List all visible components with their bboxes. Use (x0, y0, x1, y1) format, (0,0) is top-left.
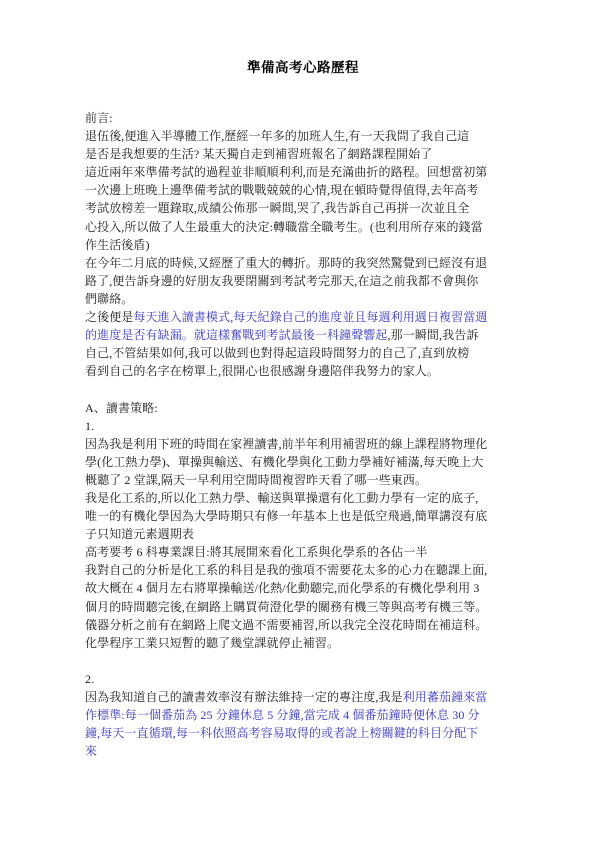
text-line (85, 525, 521, 543)
text-run: 自己,不管結果如何,我可以做到也對得起這段時間努力的自己了,直到放榜 (85, 346, 470, 361)
document-title: 準備高考心路歷程 (247, 60, 359, 75)
text-run: 作生活後盾) (85, 237, 150, 252)
text-line (85, 399, 521, 417)
text-line (85, 417, 521, 435)
text-run: 這近兩年來準備考試的過程並非順順利利,而是充滿曲折的路程。回想當初第 (85, 165, 488, 180)
text-run: 2. (85, 671, 95, 686)
text-line (85, 579, 521, 597)
text-line (85, 236, 521, 254)
text-run: 我對自己的分析是化工系的科目是我的強項不需要花太多的心力在聽課上面, (85, 563, 488, 578)
text-line (85, 199, 521, 217)
text-run: 唯一的有機化學因為大學時期只有修一年基本上也是低空飛過,簡單講沒有底 (85, 509, 488, 524)
text-line (85, 308, 521, 326)
text-run: 概聽了 2 堂課,隔天一早利用空閒時間複習昨天看了哪一些東西。 (85, 472, 428, 487)
text-line (85, 742, 521, 760)
text-run: 因為我是利用下班的時間在家裡讀書,前半年利用補習班的線上課程將物理化 (85, 436, 488, 451)
text-line (85, 724, 521, 742)
blank-line (85, 652, 521, 670)
text-line (85, 634, 521, 652)
text-run: 故大概在 4 個月左右將單操輸送/化熱/化動聽完,而化學系的有機化學利用 3 (85, 581, 480, 596)
text-line (85, 543, 521, 561)
text-run: 一次邊上班晚上邊準備考試的戰戰兢兢的心情,現在頓時覺得值得,去年高考 (85, 183, 479, 198)
text-line (85, 706, 521, 724)
text-line (85, 127, 521, 145)
text-line (85, 362, 521, 380)
highlighted-text-run: 來 (85, 744, 98, 759)
highlighted-text-run: 作標準:每一個番茄為 25 分鐘休息 5 分鐘,當完成 4 個番茄鐘時便休息 30 分 (85, 708, 480, 723)
text-run: 個月的時間聽完後,在網路上購買荷澄化學的關務有機三等與高考有機三等。 (85, 599, 488, 614)
document-body (85, 109, 521, 760)
text-line (85, 344, 521, 362)
highlighted-text-run: 利用蕃茄鐘來當 (402, 690, 488, 704)
text-run: 路了,便告訴身邊的好朋友我要閉關到考試考完那天,在這之前我都不會與你 (85, 273, 479, 288)
text-run: ,那一瞬間,我告訴 (387, 328, 479, 343)
text-line (85, 561, 521, 579)
text-line (85, 290, 521, 308)
text-run: 在今年二月底的時候,又經歷了重大的轉折。那時的我突然驚覺到已經沒有退 (85, 255, 488, 270)
text-line (85, 145, 521, 163)
text-run: 1. (85, 418, 95, 433)
text-run: 是否是我想要的生活? 某天獨自走到補習班報名了網路課程開始了 (85, 147, 433, 162)
text-run: A、讀書策略: (85, 400, 158, 415)
text-run: 心投入,所以做了人生最重大的決定:轉職當全職考生。(也利用所存來的錢當 (85, 219, 483, 234)
text-run: 儀器分析之前有在網路上爬文過不需要補習,所以我完全沒花時間在補這科。 (85, 617, 488, 632)
text-run: 看到自己的名字在榜單上,很開心也很感謝身邊陪伴我努力的家人。 (85, 364, 440, 379)
text-run: 們聯絡。 (85, 291, 134, 306)
highlighted-text-run: 鐘,每天一直循環,每一科依照高考容易取得的或者說上榜關鍵的科目分配下 (85, 726, 479, 741)
text-run: 高考要考 6 科專業課目:將其展開來看化工系與化學系的各佔一半 (85, 545, 428, 560)
text-line (85, 670, 521, 688)
text-run: 之後便是 (85, 310, 134, 325)
text-line (85, 435, 521, 453)
text-line (85, 453, 521, 471)
text-run: 化學程序工業只短暫的聽了幾堂課就停止補習。 (85, 635, 340, 650)
text-run: 子只知道元素週期表 (85, 527, 194, 542)
text-line (85, 254, 521, 272)
text-line (85, 326, 521, 344)
text-run: 考試放榜差一題錄取,成績公佈那一瞬間,哭了,我告訴自己再拼一次並且全 (85, 201, 470, 216)
text-line (85, 471, 521, 489)
text-run: 我是化工系的,所以化工熱力學、輸送與單操還有化工動力學有一定的底子, (85, 490, 479, 505)
text-line (85, 181, 521, 199)
text-line (85, 688, 521, 706)
text-line (85, 489, 521, 507)
blank-line (85, 380, 521, 398)
highlighted-text-run: 每天進入讀書模式,每天紀錄自己的進度並且每週利用週日複習當週 (133, 310, 488, 325)
document-content (85, 58, 521, 760)
text-run: 退伍後,便進入半導體工作,歷經一年多的加班人生,有一天我問了我自己這 (85, 129, 470, 144)
text-line (85, 109, 521, 127)
text-line (85, 163, 521, 181)
text-run: 學(化工熱力學)、單操與輸送、有機化學與化工動力學補好補滿,每天晚上大 (85, 454, 484, 469)
text-run: 前言: (85, 111, 113, 125)
highlighted-text-run: 的進度是否有缺漏。就這樣奮戰到考試最後一科鐘聲響起 (85, 328, 388, 343)
text-line (85, 616, 521, 634)
text-run: 因為我知道自己的讀書效率沒有辦法維持一定的專注度,我是 (85, 690, 403, 704)
text-line (85, 272, 521, 290)
text-line (85, 218, 521, 236)
text-line (85, 598, 521, 616)
text-line (85, 507, 521, 525)
